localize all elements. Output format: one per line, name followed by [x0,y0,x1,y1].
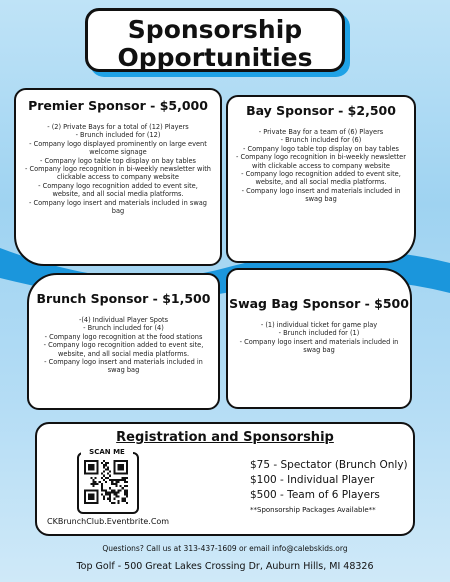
premier-sponsor-heading: Premier Sponsor - $5,000 [28,98,208,113]
brunch-sponsor-card [27,273,220,410]
swag-bag-sponsor-card [226,268,412,409]
brunch-sponsor-heading: Brunch Sponsor - $1,500 [36,291,211,306]
benefit-item: - Company logo table top display on bay tables [40,156,196,165]
benefit-item: - Company logo recognition added to event site, website, and all social media platforms. [38,181,198,199]
registration-title: Registration and Sponsorship [116,430,334,445]
premier-sponsor-card [14,88,222,266]
benefit-item: - (1) individual ticket for game play [260,321,378,329]
swag-bag-sponsor-heading: Swag Bag Sponsor - $500 [229,296,409,311]
benefit-item: - Company logo insert and materials included in swag bag [239,337,399,355]
price-individual: $100 - Individual Player [250,474,375,486]
brunch-sponsor-benefits [29,316,218,375]
benefit-item: - Company logo recognition in bi-weekly newsletter with clickable access to company website [236,153,406,170]
benefit-item: - Company logo insert and materials included in swag bag [29,198,207,216]
benefit-item: - Brunch included for (4) [83,324,164,333]
premier-sponsor-benefits [16,123,220,215]
price-team: $500 - Team of 6 Players [250,489,380,501]
pricing-list [250,458,408,517]
price-spectator: $75 - Spectator (Brunch Only) [250,459,408,471]
title-line-2: Opportunities [117,43,313,72]
benefit-item: - Private Bay for a team of (6) Players [258,128,384,136]
title-banner [85,8,345,72]
eventbrite-link[interactable]: CKBrunchClub.Eventbrite.Com [47,517,170,526]
benefit-item: - Company logo recognition in bi-weekly newsletter with clickable access to company website [25,165,211,182]
bay-sponsor-card [226,95,416,263]
contact-line: Questions? Call us at 313-437-1609 or email info@calebskids.org [102,544,348,553]
bay-sponsor-benefits [228,128,414,204]
benefit-item: - Company logo recognition added to event site, website, and all social media platforms. [43,341,204,358]
swag-bag-sponsor-benefits [228,321,410,355]
benefit-item: -(4) Individual Player Spots [78,316,169,324]
qr-code[interactable] [84,460,128,504]
scan-me-label: SCAN ME [81,448,133,456]
title-line-1: Sponsorship [127,15,303,44]
benefit-item: - Company logo table top display on bay tables [243,144,399,153]
benefit-item: - (2) Private Bays for a total of (12) Players [47,123,189,131]
benefit-item: - Brunch included for (12) [75,131,161,140]
packages-note: **Sponsorship Packages Available** [250,506,376,514]
benefit-item: - Company logo insert and materials included in swag bag [44,358,203,375]
registration-box [35,422,415,536]
benefit-item: - Brunch included for (6) [280,136,362,145]
address-line: Top Golf - 500 Great Lakes Crossing Dr, Auburn Hills, MI 48326 [76,561,374,572]
bay-sponsor-heading: Bay Sponsor - $2,500 [246,103,396,118]
benefit-item: - Company logo recognition added to event site, website, and all social media platforms. [241,170,401,187]
benefit-item: - Company logo displayed prominently on large event welcome signage [29,139,207,157]
benefit-item: - Brunch included for (1) [278,329,360,338]
benefit-item: - Company logo insert and materials included in swag bag [241,186,401,204]
benefit-item: - Company logo recognition at the food stations [44,332,203,341]
